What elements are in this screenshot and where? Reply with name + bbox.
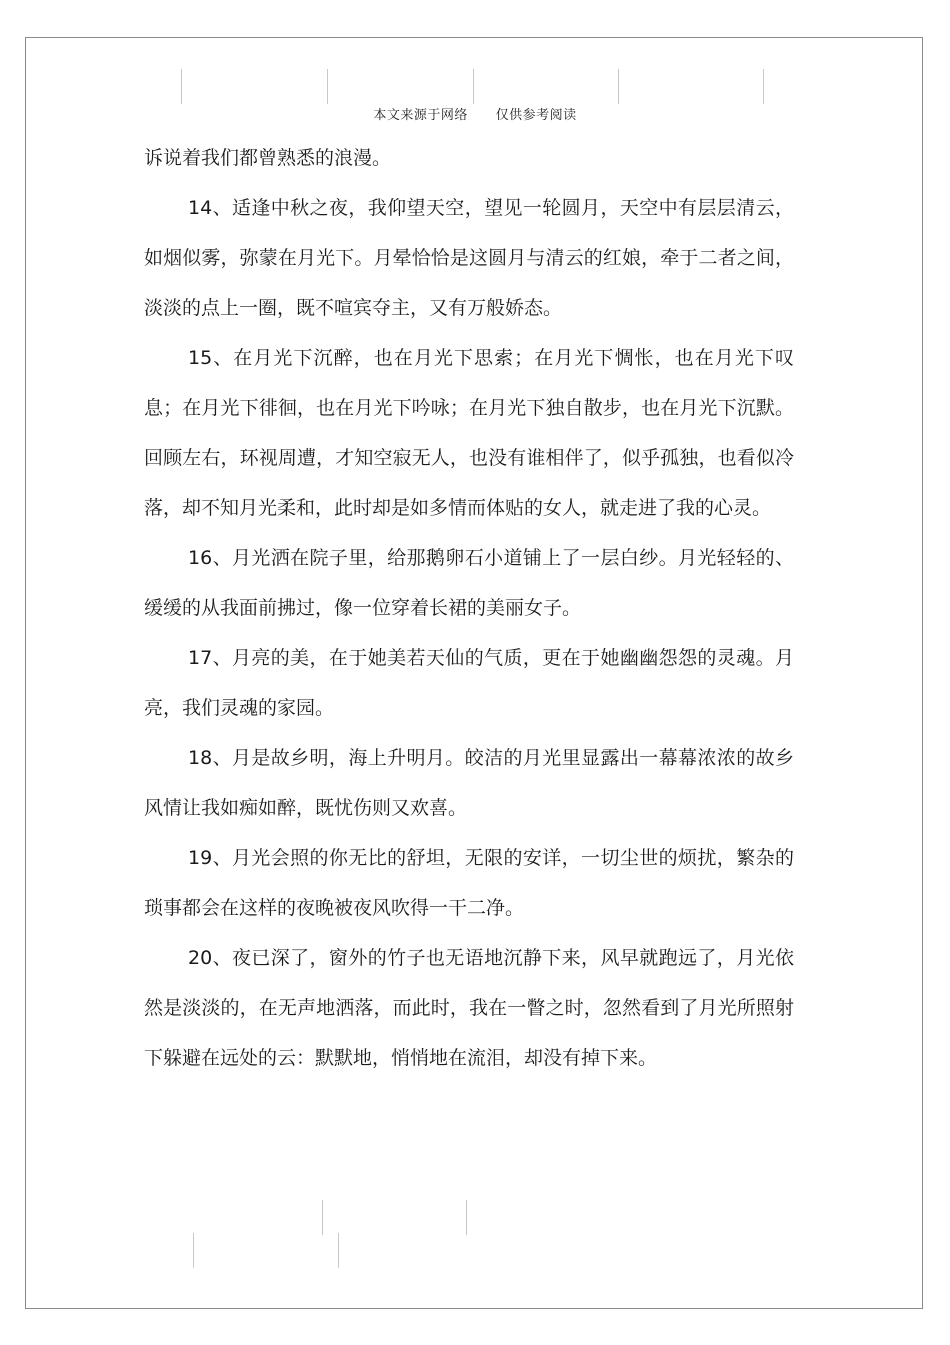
paragraph-16: 16、月光洒在院子里，给那鹅卵石小道铺上了一层白纱。月光轻轻的、缓缓的从我面前拂过，像一位穿着长裙的美丽女子。 xyxy=(144,547,794,619)
top-rule-5 xyxy=(763,69,764,104)
paragraph-17: 17、月亮的美，在于她美若天仙的气质，更在于她幽幽怨怨的灵魂。月亮，我们灵魂的家园。 xyxy=(144,647,794,719)
bottom-rule-1 xyxy=(322,1200,323,1235)
document-body xyxy=(144,133,794,1083)
top-rule-3 xyxy=(473,69,474,104)
bottom-rule-3 xyxy=(193,1233,194,1268)
paragraph-18: 18、月是故乡明，海上升明月。皎洁的月光里显露出一幕幕浓浓的故乡风情让我如痴如醉，既忧伤则又欢喜。 xyxy=(144,747,794,819)
top-rule-1 xyxy=(181,69,182,104)
header-note: 本文来源于网络 仅供参考阅读 xyxy=(373,108,577,123)
paragraph-20: 20、夜已深了，窗外的竹子也无语地沉静下来，风早就跑远了，月光依然是淡淡的，在无声地洒落，而此时，我在一瞥之时，忽然看到了月光所照射下躲避在远处的云：默默地，悄悄地在流泪，却没有掉下来。 xyxy=(144,947,794,1069)
paragraph-19: 19、月光会照的你无比的舒坦，无限的安详，一切尘世的烦扰，繁杂的琐事都会在这样的夜晚被夜风吹得一干二净。 xyxy=(144,847,794,919)
top-rule-4 xyxy=(618,69,619,104)
bottom-rule-4 xyxy=(338,1233,339,1268)
bottom-rule-2 xyxy=(466,1200,467,1235)
paragraph-continuation: 诉说着我们都曾熟悉的浪漫。 xyxy=(144,147,392,169)
paragraph-15: 15、在月光下沉醉，也在月光下思索；在月光下惆怅，也在月光下叹息；在月光下徘徊，也在月光下吟咏；在月光下独自散步，也在月光下沉默。回顾左右，环视周遭，才知空寂无人，也没有谁相伴了，似乎孤独，也看似冷落，却不知月光柔和，此时却是如多情而体贴的女人，就走进了我的心灵。 xyxy=(144,347,794,519)
top-rule-2 xyxy=(327,69,328,104)
paragraph-14: 14、适逢中秋之夜，我仰望天空，望见一轮圆月，天空中有层层清云，如烟似雾，弥蒙在月光下。月晕恰恰是这圆月与清云的红娘，牵于二者之间，淡淡的点上一圈，既不喧宾夺主，又有万般娇态。 xyxy=(144,197,794,319)
